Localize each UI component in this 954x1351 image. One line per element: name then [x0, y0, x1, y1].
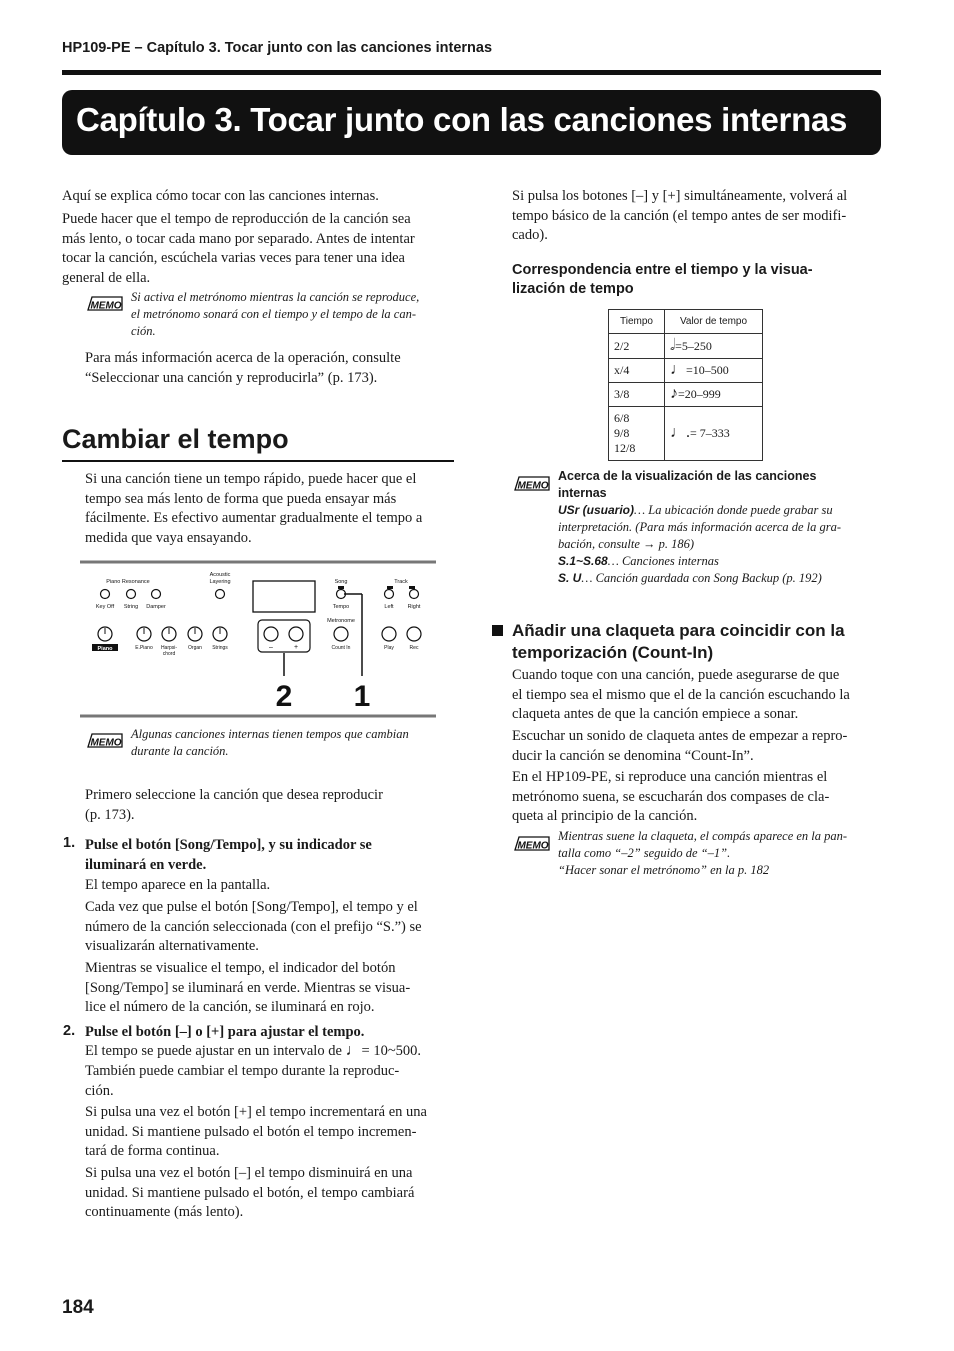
step-1-text-3: Mientras se visualice el tempo, el indicador del botón [Song/Tempo] se iluminará en verde. Mientras se visua- lice el número de la canción, se iluminará en rojo. — [85, 960, 411, 1015]
svg-text:Strings: Strings — [212, 645, 228, 651]
half-note-icon: 𝅗𝅥 — [670, 336, 676, 354]
step-1-number: 1. — [63, 835, 76, 851]
memo-note-metronome: Si activa el metrónomo mientras la canción se reproduce, el metrónomo sonará con el tiempo y el tempo de la can- ción. — [131, 290, 420, 338]
step-2-text-3: Si pulsa una vez el botón [–] el tempo disminuirá en una unidad. Si mantiene pulsado el botón, el tempo cambiará continuamente (más lento). — [85, 1165, 415, 1220]
svg-text:String: String — [123, 604, 139, 610]
svg-text:Damper: Damper — [146, 604, 166, 610]
svg-text:Acoustic: Acoustic — [209, 572, 231, 578]
count-in-paragraph-2: Escuchar un sonido de claqueta antes de empezar a repro- ducir la canción se denomina “Count-In”. — [512, 728, 848, 764]
svg-text:MEMO: MEMO — [517, 840, 549, 852]
first-select-song: Primero seleccione la canción que desea reproducir (p. 173). — [85, 787, 383, 823]
subsection-title: Añadir una claqueta para coincidir con la temporización (Count-In) — [512, 621, 845, 662]
svg-text:Rec: Rec — [409, 645, 419, 651]
svg-text:–: – — [269, 644, 273, 651]
svg-text:MEMO: MEMO — [90, 737, 122, 749]
memo-note-tempo-changes: Algunas canciones internas tienen tempos que cambian durante la canción. — [131, 727, 409, 758]
svg-text:Organ: Organ — [188, 645, 202, 651]
step-1-title: Pulse el botón [Song/Tempo], y su indicador se iluminará en verde. — [85, 837, 372, 873]
step-2-number: 2. — [63, 1023, 76, 1039]
step-2-title: Pulse el botón [–] o [+] para ajustar el tempo. — [85, 1024, 365, 1040]
svg-text:chord: chord — [162, 651, 176, 657]
memo-icon — [86, 731, 126, 751]
count-in-paragraph-3: En el HP109-PE, si reproduce una canción mientras el metrónomo suena, se escucharán dos compases de cla- queta al principio de la canción. — [512, 769, 830, 824]
table-row: 3/8 ♪=20–999 — [609, 383, 763, 407]
page-number: 184 — [62, 1297, 94, 1318]
svg-text:MEMO: MEMO — [517, 480, 549, 492]
svg-text:+: + — [293, 644, 299, 651]
section-intro: Si una canción tiene un tempo rápido, puede hacer que el tempo sea más lento de forma que pueda ensayar más fácilmente. Es efectivo aumentar gradualmente el tempo a medida que vaya ensayando. — [85, 471, 423, 546]
svg-text:Key Off: Key Off — [95, 604, 115, 610]
svg-text:MEMO: MEMO — [90, 300, 122, 312]
control-panel-illustration — [78, 558, 438, 720]
quarter-note-icon: ♩ — [345, 1042, 362, 1059]
tempo-table — [608, 309, 763, 461]
table-row: 2/2 𝅗𝅥=5–250 — [609, 334, 763, 359]
chapter-title-bar — [62, 90, 881, 155]
svg-text:Metronome: Metronome — [327, 618, 355, 624]
memo-icon — [513, 474, 553, 494]
step-2-text-1: También puede cambiar el tempo durante la reproduc- ción. — [85, 1063, 400, 1099]
memo-song-display: Acerca de la visualización de las canciones internas USr (usuario)… La ubicación donde puede grabar su interpretación. (Para más información acerca de la gra- bación, consulte → p. 186) S.1~S.68… Canciones internas S. U… Canción guardada con Song Backup (p. 192) — [558, 469, 842, 585]
count-in-paragraph-1: Cuando toque con una canción, puede asegurarse de que el tiempo sea el mismo que el de la canción escuchando la claqueta antes de que la canción empiece a sonar. — [512, 667, 850, 722]
section-rule — [62, 460, 454, 462]
step-2-range: El tempo se puede ajustar en un intervalo de ♩= 10~500. — [85, 1042, 422, 1059]
svg-text:Play: Play — [384, 645, 394, 651]
svg-text:Tempo: Tempo — [332, 604, 350, 610]
memo-count-in-display: Mientras suene la claqueta, el compás aparece en la pan- talla como “–2” seguido de “–1”. “Hacer sonar el metrónomo” en la p. 182 — [558, 829, 848, 877]
dotted-quarter-note-icon: ♩. — [670, 424, 690, 441]
svg-text:2: 2 — [275, 680, 293, 713]
header-rule — [62, 70, 881, 75]
reset-tempo-paragraph: Si pulsa los botones [–] y [+] simultáneamente, volverá al tempo básico de la canción (el tempo antes de ser modifi- cado). — [512, 188, 848, 243]
table-title: Correspondencia entre el tiempo y la visua- lización de tempo — [512, 262, 813, 297]
eighth-note-icon: ♪ — [670, 385, 678, 402]
intro-paragraph-2: Puede hacer que el tempo de reproducción de la canción sea más lento, o tocar cada mano por separado. Antes de intentar tocar la canción, escúchela varias veces para tener una idea general de ella. — [62, 211, 415, 286]
running-header: HP109-PE – Capítulo 3. Tocar junto con las canciones internas — [62, 40, 493, 56]
step-2-text-2: Si pulsa una vez el botón [+] el tempo incrementará en una unidad. Si mantiene pulsado el botón el tempo incremen- tará de forma continua. — [85, 1104, 427, 1159]
svg-text:1: 1 — [353, 680, 371, 713]
svg-text:Layering: Layering — [209, 579, 231, 585]
step-1-text-2: Cada vez que pulse el botón [Song/Tempo], el tempo y el número de la canción seleccionada (con el prefijo “S.”) se visualizarán alternativamente. — [85, 899, 422, 954]
table-row: 6/8 9/8 12/8 ♩.= 7–333 — [609, 407, 763, 461]
svg-text:Left: Left — [384, 604, 394, 610]
square-bullet-icon — [492, 625, 503, 636]
table-header-row — [609, 310, 763, 334]
reference-paragraph: Para más información acerca de la operación, consulte “Seleccionar una canción y reproducirla” (p. 173). — [85, 350, 401, 386]
svg-text:Track: Track — [394, 579, 408, 585]
memo-icon — [513, 834, 553, 854]
svg-text:Piano: Piano — [97, 646, 113, 652]
table-header-cell: Tiempo — [609, 310, 665, 334]
svg-text:Piano Resonance: Piano Resonance — [106, 579, 150, 585]
svg-text:Right: Right — [407, 604, 421, 610]
memo-icon — [86, 294, 126, 314]
svg-text:Harpsi-: Harpsi- — [160, 645, 178, 651]
chapter-title: Capítulo 3. Tocar junto con las canciones internas — [76, 101, 848, 138]
section-title: Cambiar el tempo — [62, 424, 289, 454]
table-header-cell: Valor de tempo — [665, 310, 763, 334]
quarter-note-icon: ♩ — [670, 361, 686, 378]
svg-text:Count In: Count In — [331, 645, 351, 651]
intro-paragraph-1: Aquí se explica cómo tocar con las canciones internas. — [62, 188, 379, 204]
step-1-text-1: El tempo aparece en la pantalla. — [85, 877, 271, 893]
svg-text:Song: Song — [334, 579, 348, 585]
svg-text:E.Piano: E.Piano — [135, 645, 153, 651]
table-row: x/4 ♩=10–500 — [609, 359, 763, 383]
